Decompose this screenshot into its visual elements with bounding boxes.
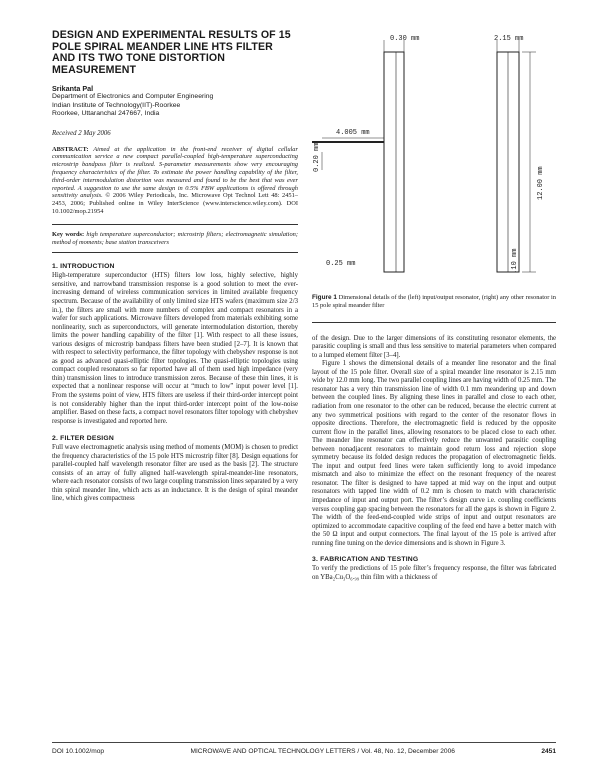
abstract-lead: ABSTRACT: <box>52 145 89 153</box>
footer-page-number: 2451 <box>541 748 556 755</box>
section-heading-filter-design: 2. FILTER DESIGN <box>52 435 114 443</box>
resonator-drawing <box>312 30 556 274</box>
design-paragraph-figure1: Figure 1 shows the dimensional details of a meander line resonator and the final layout of the 15 pole filter. Overall size of a spiral meander line resonator is 2.15 mm wide by 12.0 mm long. The two parallel coupling lines are having width of 0.25 mm. The resonator has a very thin transmission line of width 0.1 mm meandering up and down between the coupled lines. By aligning these lines in parallel and close to each other, radiation from one resonator to the other can be reduced, because the electric current at any two symmetrical positions with regard to the center of the resonator flows in opposite directions. Therefore, the electromagnetic field is reduced by the opposite current flow in the parallel lines, allowing resonators to be placed close to each other. The meander line resonator can effectively reduce the unwanted parasitic coupling between nonadjacent resonators to maintain good return loss and rejection slope symmetry because its folded design reduces the propagation of electromagnetic fields. The input and output feed lines were taken sufficiently long to avoid impedance mismatch and also to minimize the effect on the resonant frequency of the nearest resonator. The filter is designed to have tapped at mid way on the input and output resonators with tapped line width of 0.2 mm is chosen to match with characteristic impedance of input and output port. The filter’s design curve i.e. coupling coefficients versus coupling gap spacing between the resonators for all the gaps is shown in Figure 2. The width of the feed-end-coupled wide strips of input and output resonators are optimized to accommodate capacitive coupling of the feed end have a better match with the 50 Ω input and output connectors. The final layout of the 15 pole is arrived after running fine tuning on the device dimensions and is shown in Figure 3. <box>312 360 556 547</box>
design-paragraph-continued: of the design. Due to the larger dimensions of its constituting resonator elements, the parasitic coupling is small and thus less sensitive to material parameters when compared to a lumped element filter [3–4]. <box>312 334 556 359</box>
article-title: DESIGN AND EXPERIMENTAL RESULTS OF 15 POLE SPIRAL MEANDER LINE HTS FILTER AND ITS TWO TONE DISTORTION MEASUREMENT <box>52 29 291 76</box>
author-name: Srikanta Pal <box>52 84 94 94</box>
dim-top-left-label: 0.30 mm <box>390 35 420 43</box>
introduction-paragraph: High-temperature superconductor (HTS) filters low loss, highly selective, highly sensitive, and narrowband transmission response is a good solution to meet the ever-increasing demand of wireless communication services in limited available frequency spectrum. Because of the availability of only limited size HTS wafers (maximum size 2/3 in.), the filters are small with more numbers of complex and compact resonators in a wafer for such applications. Microwave filters developed from materials exhibiting some nonlinearity, such as superconductors, will generate intermodulation distortion, thereby limits the power handling capability of the filter [1]. With respect to all these issues, various designs of microstrip bandpass filters have been studied [2–7]. It is known that with respect to selectivity performance, the filter topology with chebyshev response is not as good as advanced quasi-elliptic filter topologies. The quasi-elliptic topologies using compact coupled resonators so far reported have all of them used high impedance (very thin) transmission lines to introduce transmission zeros. Because of these thin lines, it is expected that a nonlinear response will occur at “much to low” input power level [1]. From the systems point of view, HTS filters are useless if their third-order intercept point is not considerably higher than the input third-order intercept point of the low-noise amplifier. Based on these facts, a compact novel resonators filter topology with chebyshev response is investigated and reported here. <box>52 272 298 425</box>
page-footer <box>52 748 556 755</box>
affiliation <box>52 93 298 118</box>
footer-doi: DOI 10.1002/mop <box>52 748 105 755</box>
dim-thin-label: 0.10 mm <box>511 248 519 274</box>
affiliation-line: Department of Electronics and Computer Engineering <box>52 93 214 101</box>
caption-lead: Figure 1 <box>312 294 337 301</box>
keywords-text: high temperature superconductor; microstrip filters; electromagnetic simulation; method of moments; base station transceivers <box>52 230 298 246</box>
affiliation-line: Roorkee, Uttaranchal 247667, India <box>52 110 160 118</box>
abstract-tail: © 2006 Wiley Periodicals, Inc. Microwave Opt Technol Lett 48: 2451–2453, 2006; Published online in Wiley InterScience (www.interscience.wiley.com). DOI 10.1002/mop.21954 <box>52 192 298 215</box>
dim-line-label: 0.25 mm <box>326 260 356 268</box>
fabrication-paragraph: To verify the predictions of 15 pole filter’s frequency response, the filter was fabricated on YBa₂Cu₃O₆.₉₉ thin film with a thickness of <box>312 565 556 581</box>
left-coupling-strip <box>384 52 404 272</box>
figure-1-caption <box>312 294 556 310</box>
filter-design-paragraph: Full wave electromagnetic analysis using method of moments (MOM) is chosen to predict the frequency characteristics of the 15 pole HTS microstrip filter [8]. Design equations for parallel-coupled half wavelength resonator filter are used as the basis [2]. The structure consists of an array of fully aligned half-wavelength spiral-meander-line resonators, where each resonator consists of two large coupling transmission lines separated by a very thin spiral meander line, which acts as an inductance. It is the design of spiral meander line, which gives compactness <box>52 444 298 503</box>
caption-divider <box>312 322 556 323</box>
footer-journal: MICROWAVE AND OPTICAL TECHNOLOGY LETTERS / Vol. 48, No. 12, December 2006 <box>190 748 455 755</box>
left-resonator <box>312 52 404 272</box>
caption-text: Dimensional details of the (left) input/output resonator, (right) any other resonator in 15 pole spiral meander filter <box>312 294 556 309</box>
affiliation-line: Indian Institute of Technology(IIT)-Roorkee <box>52 101 181 109</box>
keywords-divider <box>52 252 298 253</box>
keywords-lead: Key words: <box>52 230 85 238</box>
figure-1-diagram <box>312 30 556 274</box>
footer-divider <box>52 742 556 743</box>
abstract-text: Aimed at the application in the front-end receiver of digital cellular communication service a new compact parallel-coupled high-temperature superconducting microstrip bandpass filter is realized. S-parameter measurements show very encouraging frequency characteristics of the filter. To estimate the power handling capability of the filter, third-order intermodulation distortion was measured and found to be the best that was ever reported. A suggestion to use the same design in 0.5% FBW applications is offered through sensitivity analysis. <box>52 145 298 200</box>
right-resonator <box>497 52 519 272</box>
abstract <box>52 146 298 216</box>
dim-top-right-label: 2.15 mm <box>494 35 524 43</box>
dim-width-label: 4.005 mm <box>336 129 370 137</box>
right-column <box>312 30 556 582</box>
received-date: Received 2 May 2006 <box>52 129 111 137</box>
dim-tap-label: 0.20 mm <box>313 142 321 172</box>
section-heading-fabrication: 3. FABRICATION AND TESTING <box>312 556 419 564</box>
section-heading-introduction: 1. INTRODUCTION <box>52 263 115 271</box>
left-column <box>52 30 298 504</box>
keywords <box>52 224 298 247</box>
dim-length-label: 12.00 mm <box>537 166 545 200</box>
